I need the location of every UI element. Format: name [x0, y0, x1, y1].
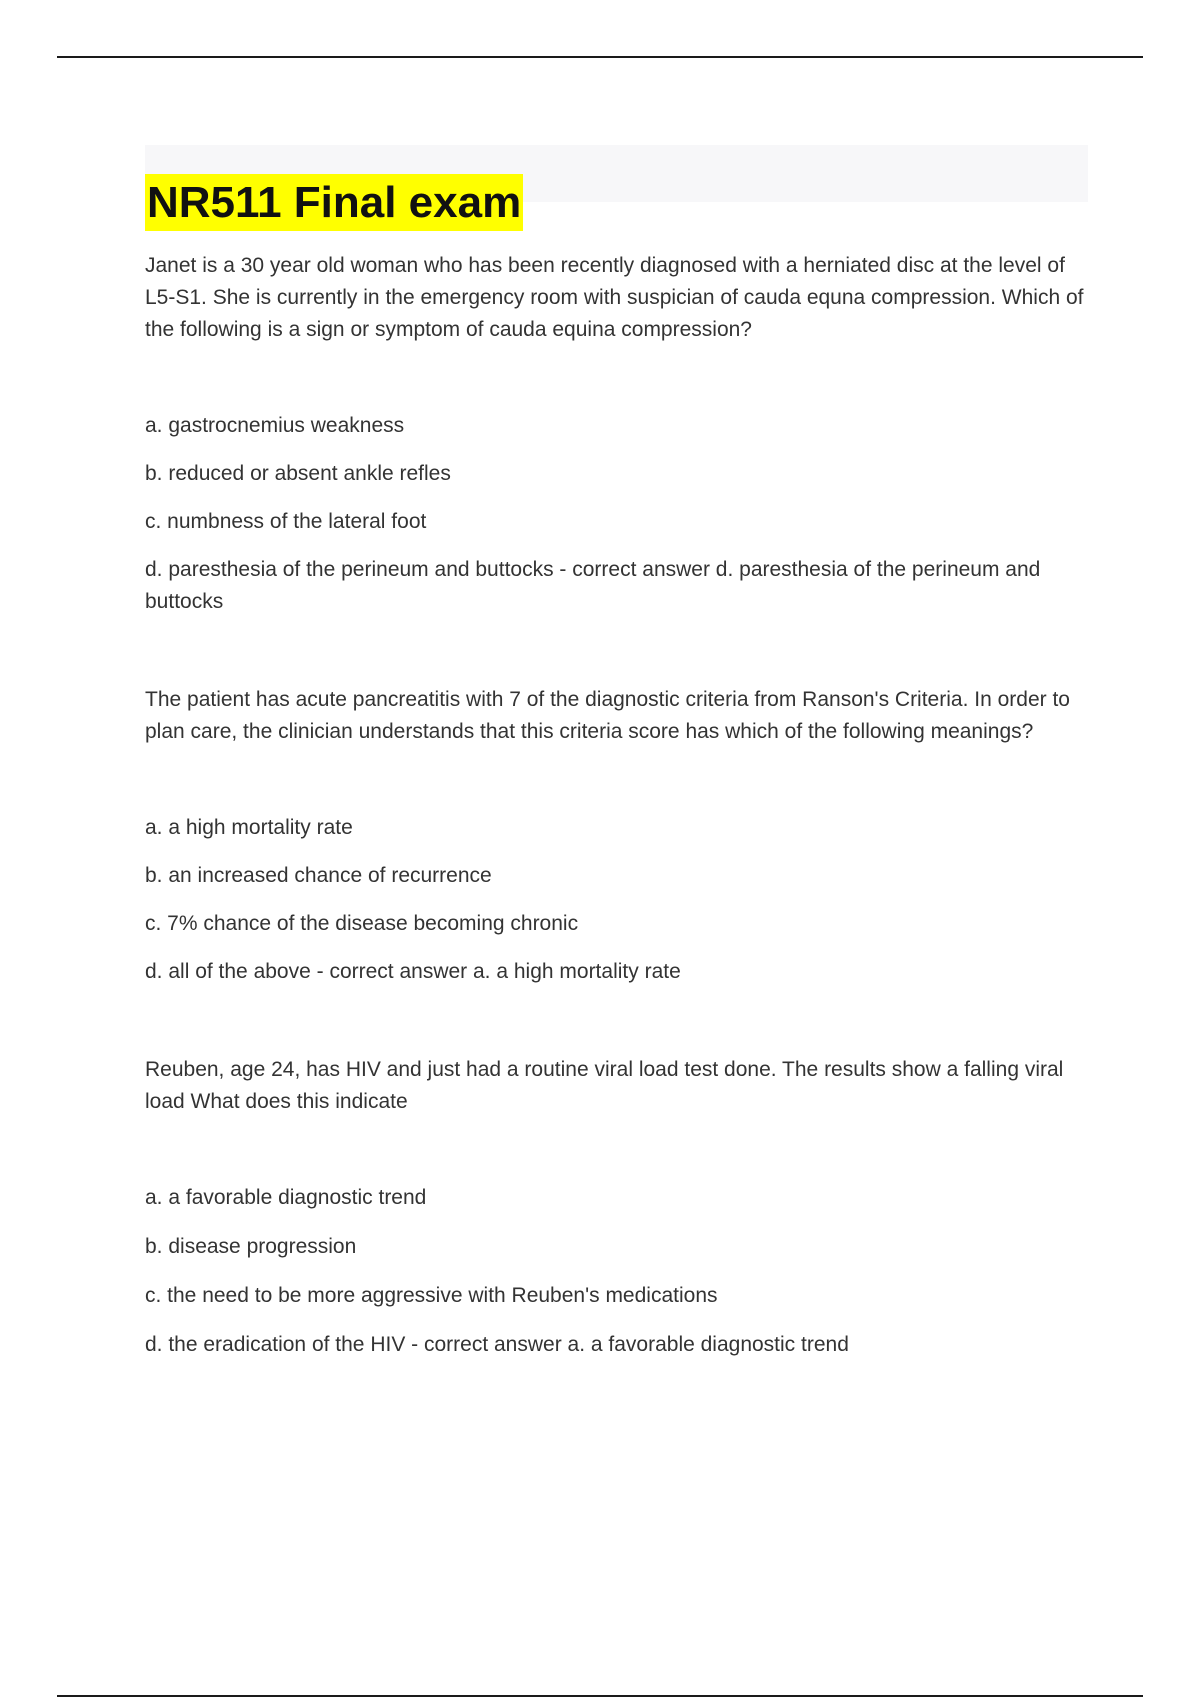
answer-option: b. disease progression [145, 1235, 357, 1258]
question-block [145, 1054, 1090, 1361]
answer-options [145, 1182, 1090, 1361]
question-text: Reuben, age 24, has HIV and just had a routine viral load test done. The results show a falling viral load What does this indicate [145, 1058, 1064, 1113]
answer-option: b. reduced or absent ankle refles [145, 462, 451, 485]
question-text: The patient has acute pancreatitis with 7 of the diagnostic criteria from Ranson's Criteria. In order to plan care, the clinician understands that this criteria score has which of the following meanings? [145, 688, 1070, 743]
answer-option: c. 7% chance of the disease becoming chronic [145, 912, 579, 935]
document-body [145, 250, 1090, 1378]
answer-option: a. a high mortality rate [145, 816, 353, 839]
answer-option: d. paresthesia of the perineum and buttocks - correct answer d. paresthesia of the perineum and buttocks [145, 558, 1041, 613]
answer-option: a. gastrocnemius weakness [145, 414, 405, 437]
answer-options [145, 410, 1090, 618]
question-block [145, 250, 1090, 618]
question-block [145, 684, 1090, 988]
page-title: NR511 Final exam [145, 174, 523, 231]
answer-option: a. a favorable diagnostic trend [145, 1186, 427, 1209]
answer-option: d. the eradication of the HIV - correct answer a. a favorable diagnostic trend [145, 1333, 849, 1356]
answer-options [145, 812, 1090, 988]
answer-option: c. the need to be more aggressive with Reuben's medications [145, 1284, 718, 1307]
bottom-rule [57, 1695, 1143, 1697]
question-text: Janet is a 30 year old woman who has been recently diagnosed with a herniated disc at the level of L5-S1. She is currently in the emergency room with suspician of cauda equna compression. Which of the following is a sign or symptom of cauda equina compression? [145, 254, 1084, 341]
answer-option: b. an increased chance of recurrence [145, 864, 492, 887]
answer-option: d. all of the above - correct answer a. a high mortality rate [145, 960, 681, 983]
top-rule [57, 56, 1143, 58]
answer-option: c. numbness of the lateral foot [145, 510, 427, 533]
